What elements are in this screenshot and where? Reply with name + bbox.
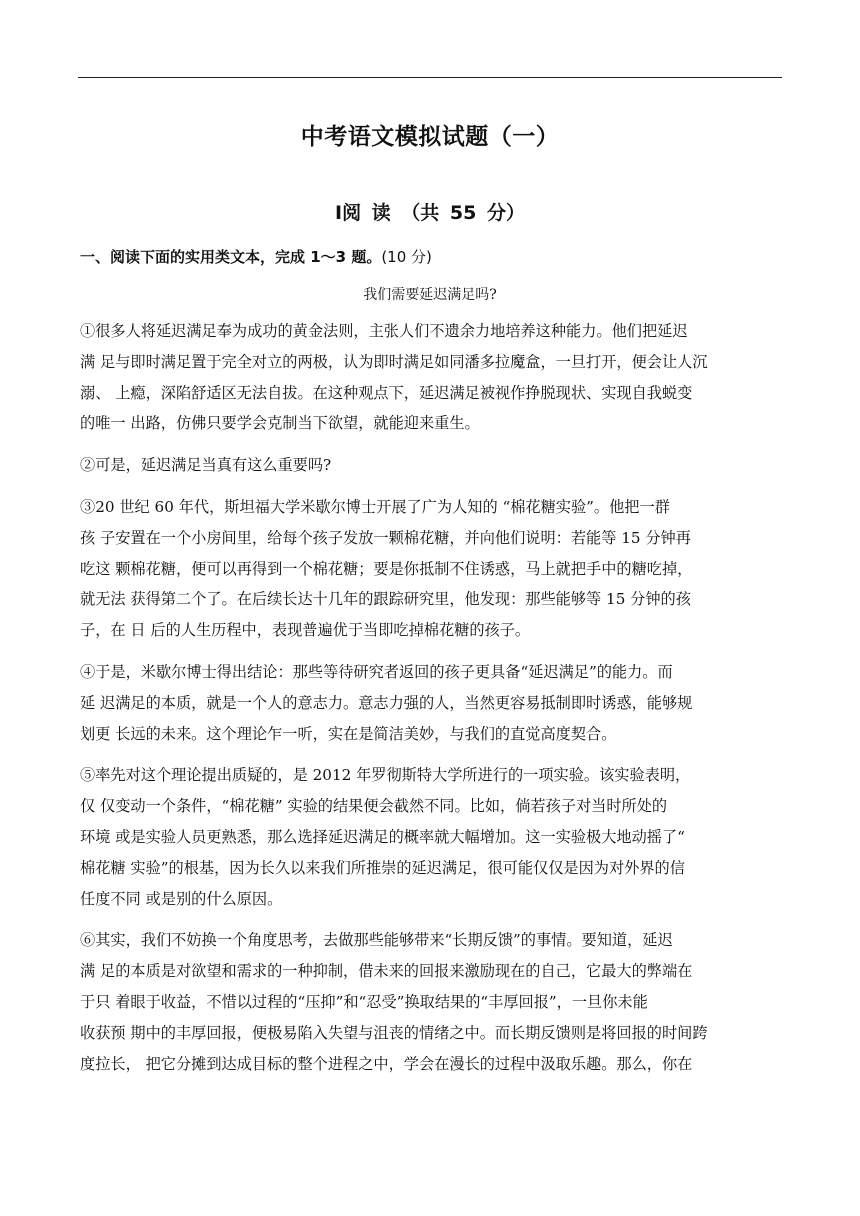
section-heading: Ⅰ阅 读 （共 55 分）	[335, 202, 525, 224]
paragraph	[80, 492, 782, 646]
paragraph-line: 度拉长， 把它分摊到达成目标的整个进程之中，学会在漫长的过程中汲取乐趣。那么，你在	[80, 1054, 693, 1073]
paragraph-line: ②可是，延迟满足当真有这么重要吗?	[80, 456, 332, 475]
question-label: 一、阅读下面的实用类文本，完成 1～3 题。	[80, 248, 382, 266]
paragraph-line: 于只 着眼于收益，不惜以过程的“压抑”和“忍受”换取结果的“丰厚回报”，一旦你未能	[80, 992, 648, 1011]
paragraph-line: 环境 或是实验人员更熟悉，那么选择延迟满足的概率就大幅增加。这一实验极大地动摇了“	[80, 827, 685, 846]
paragraph-line: ③20 世纪 60 年代，斯坦福大学米歇尔博士开展了广为人知的 “棉花糖实验”。他把一群	[80, 497, 670, 516]
article-title: 我们需要延迟满足吗?	[363, 287, 497, 303]
paragraph-line: 收获预 期中的丰厚回报，便极易陷入失望与沮丧的情绪之中。而长期反馈则是将回报的时间跨	[80, 1023, 708, 1042]
paragraph	[80, 316, 782, 439]
paragraph-line: 的唯一 出路，仿佛只要学会克制当下欲望，就能迎来重生。	[80, 414, 480, 433]
header-rule	[78, 77, 782, 78]
paragraph-line: ⑤率先对这个理论提出质疑的，是 2012 年罗彻斯特大学所进行的一项实验。该实验表明，	[80, 766, 691, 785]
paragraph-line: ①很多人将延迟满足奉为成功的黄金法则，主张人们不遗余力地培养这种能力。他们把延迟	[80, 322, 688, 340]
paragraph-line: ⑥其实，我们不妨换一个角度思考，去做那些能够带来“长期反馈”的事情。要知道，延迟	[80, 931, 673, 950]
page-title: 中考语文模拟试题（一）	[300, 124, 560, 150]
paragraph-line: 子，在 日 后的人生历程中，表现普遍优于当即吃掉棉花糖的孩子。	[80, 621, 531, 640]
paragraph-line: 吃这 颗棉花糖，便可以再得到一个棉花糖；要是你抵制不住诱惑，马上就把手中的糖吃掉，	[80, 559, 693, 578]
paragraph-line: 划更 长远的未来。这个理论乍一听，实在是简洁美妙，与我们的直觉高度契合。	[80, 724, 617, 743]
question-prompt	[80, 246, 780, 267]
paragraph-line: 任度不同 或是别的什么原因。	[80, 889, 283, 908]
paragraph-line: 溺、 上瘾，深陷舒适区无法自拔。在这种观点下，延迟满足被视作挣脱现状、实现自我蜕变	[80, 383, 693, 402]
question-points: (10 分)	[381, 248, 432, 266]
paragraph-line: 仅 仅变动一个条件，“棉花糖” 实验的结果便会截然不同。比如，倘若孩子对当时所处的	[80, 797, 668, 816]
paragraph	[80, 925, 782, 1079]
paragraph-line: 就无法 获得第二个了。在后续长达十几年的跟踪研究里，他发现：那些能够等 15 分钟的孩	[80, 590, 691, 609]
paragraph	[80, 450, 782, 481]
paragraph-line: 满 足的本质是对欲望和需求的一种抑制，借未来的回报来激励现在的自己，它最大的弊端在	[80, 962, 693, 981]
paragraph	[80, 657, 782, 749]
paragraph	[80, 760, 782, 914]
paragraph-line: 延 迟满足的本质，就是一个人的意志力。意志力强的人，当然更容易抵制即时诱惑，能够规	[80, 693, 693, 712]
paragraph-line: 棉花糖 实验”的根基，因为长久以来我们所推崇的延迟满足，很可能仅仅是因为对外界的信	[80, 858, 685, 877]
article-body	[80, 316, 782, 1090]
paragraph-line: ④于是，米歇尔博士得出结论：那些等待研究者返回的孩子更具备“延迟满足”的能力。而	[80, 662, 673, 681]
paragraph-line: 孩 子安置在一个小房间里，给每个孩子发放一颗棉花糖，并向他们说明：若能等 15 分钟再	[80, 528, 691, 547]
paragraph-line: 满 足与即时满足置于完全对立的两极，认为即时满足如同潘多拉魔盒，一旦打开，便会让人沉	[80, 352, 708, 371]
